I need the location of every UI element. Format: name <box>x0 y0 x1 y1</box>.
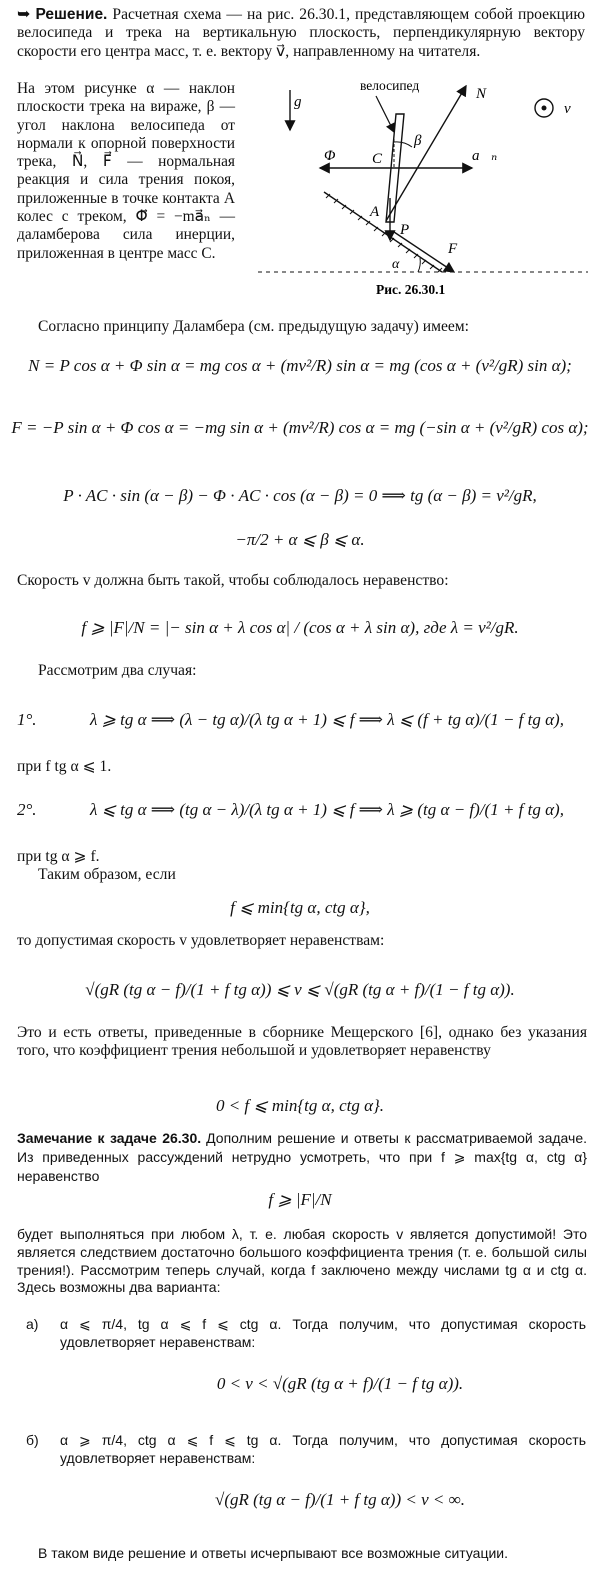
label-N: N⃗ <box>476 86 498 102</box>
variant-b-equation: √(gR (tg α − f)/(1 + f tg α)) < v < ∞. <box>215 1490 465 1509</box>
figure-caption: Рис. 26.30.1 <box>376 282 446 297</box>
label-alpha: α <box>392 257 400 272</box>
alpha-arc <box>418 258 420 272</box>
bicycle-diagram <box>248 76 592 300</box>
equation-friction-bounds: 0 < f ⩽ min{tg α, ctg α}. <box>215 1096 385 1115</box>
remark-paragraph <box>17 1130 587 1186</box>
remark-equation: f ⩾ |F|/N <box>268 1190 332 1209</box>
equation-beta-range: −π/2 + α ⩽ β ⩽ α. <box>235 530 365 549</box>
friction-arrow <box>394 232 454 272</box>
cases-text: Рассмотрим два случая: <box>38 662 197 679</box>
remark-heading: Замечание к задаче 26.30. <box>17 1130 202 1146</box>
allowed-speed-text: то допустимая скорость v удовлетворяет неравенствам: <box>17 932 385 949</box>
label-bike: велосипед <box>360 78 420 93</box>
intro-text: Расчетная схема — на рис. 26.30.1, представляющем собой проекцию велосипеда и трека на вертикальную плоскость, перпендикулярную вектору скорости его центра масс, т. е. вектору v⃗, направленному на читателя. <box>17 6 585 60</box>
variant-b-text: α ⩾ π/4, ctg α ⩽ f ⩽ tg α. Тогда получим, что допустимая скорость удовлетворяет неравенствам: <box>60 1432 586 1466</box>
answers-paragraph: Это и есть ответы, приведенные в сборнике Мещерского [6], однако без указания того, что коэффициент трения небольшой и удовлетворяет неравенству <box>17 1024 587 1060</box>
label-C: C <box>372 151 383 167</box>
equation-min-condition: f ⩽ min{tg α, ctg α}, <box>230 898 370 917</box>
variant-a-equation: 0 < v < √(gR (tg α + f)/(1 − f tg α)). <box>216 1374 464 1393</box>
final-remark: В таком виде решение и ответы исчерпывают все возможные ситуации. <box>38 1545 509 1561</box>
variant-b-label: б) <box>26 1432 39 1448</box>
figure-description <box>17 80 235 263</box>
label-P: P⃗ <box>400 222 421 238</box>
equation-normal-force: N = P cos α + Φ sin α = mg cos α + (mv²/R) sin α = mg (cos α + (v²/gR) sin α); <box>28 356 572 375</box>
case1-condition: при f tg α ⩽ 1. <box>17 758 112 775</box>
case2-formula: λ ⩽ tg α ⟹ (tg α − λ)/(λ tg α + 1) ⩽ f ⟹ λ ⩾ (tg α − f)/(1 + f tg α), <box>90 800 564 819</box>
track-surface <box>324 192 442 272</box>
label-beta: β <box>414 133 422 149</box>
remark-text-2: будет выполняться при любом λ, т. е. любая скорость v является допустимой! Это является следствием достаточно большого коэффициента трения (т. е. большой силы трения!). Рассмотрим теперь случай, когда f заключено между числами tg α и ctg α. Здесь возможны два варианта: <box>17 1226 587 1296</box>
bike-pointer <box>376 96 394 132</box>
speed-condition-text: Скорость v должна быть такой, чтобы соблюдалось неравенство: <box>17 572 449 589</box>
thus-text: Таким образом, если <box>38 866 176 883</box>
dalamber-text: Согласно принципу Даламбера (см. предыдущую задачу) имеем: <box>38 318 469 335</box>
equation-speed-range: √(gR (tg α − f)/(1 + f tg α)) ⩽ v ⩽ √(gR (tg α + f)/(1 − f tg α)). <box>85 980 515 999</box>
label-an: a⃗ₙ <box>472 148 498 164</box>
case2-label: 2°. <box>17 800 37 819</box>
case2-condition: при tg α ⩾ f. <box>17 848 100 865</box>
label-v: v⃗ <box>564 101 583 117</box>
case1-formula: λ ⩾ tg α ⟹ (λ − tg α)/(λ tg α + 1) ⩽ f ⟹ λ ⩽ (f + tg α)/(1 − f tg α), <box>90 710 564 729</box>
remark-text: Дополним решение и ответы к рассматриваемой задаче. Из приведенных рассуждений нетрудно усмотреть, что при f ⩾ max{tg α, ctg α} неравенство <box>17 1130 588 1184</box>
label-A: A <box>370 204 380 220</box>
label-Phi: Φ⃗ <box>324 148 348 164</box>
equation-friction-inequality: f ⩾ |F|/N = |− sin α + λ cos α| / (cos α + λ sin α), где λ = v²/gR. <box>81 618 519 637</box>
equation-moment: P · AC · sin (α − β) − Φ · AC · cos (α − β) = 0 ⟹ tg (α − β) = v²/gR, <box>63 486 537 505</box>
intro-paragraph <box>17 6 585 61</box>
case1-label: 1°. <box>17 710 37 729</box>
figure-description-text: На этом рисунке α — наклон плоскости трека на вираже, β — угол наклона велосипеда от нормали к опорной поверхности трека, N⃗, F⃗ — нормальная реакция и сила трения покоя, приложенные в точке контакта A колес с треком, Φ⃗ = −ma⃗ₙ — даламберова сила инерции, приложенная в центре масс C. <box>17 80 235 262</box>
solution-heading: Решение. <box>35 6 108 23</box>
variant-a-text: α ⩽ π/4, tg α ⩽ f ⩽ ctg α. Тогда получим, что допустимая скорость удовлетворяет неравенствам: <box>60 1316 586 1350</box>
arrow-icon: ➥ <box>17 6 31 23</box>
variant-a-label: а) <box>26 1316 39 1332</box>
label-F: F⃗ <box>448 241 469 257</box>
label-g: g⃗ <box>294 94 314 110</box>
equation-friction-force: F = −P sin α + Φ cos α = −mg sin α + (mv²/R) cos α = mg (−sin α + (v²/gR) cos α); <box>11 418 589 437</box>
